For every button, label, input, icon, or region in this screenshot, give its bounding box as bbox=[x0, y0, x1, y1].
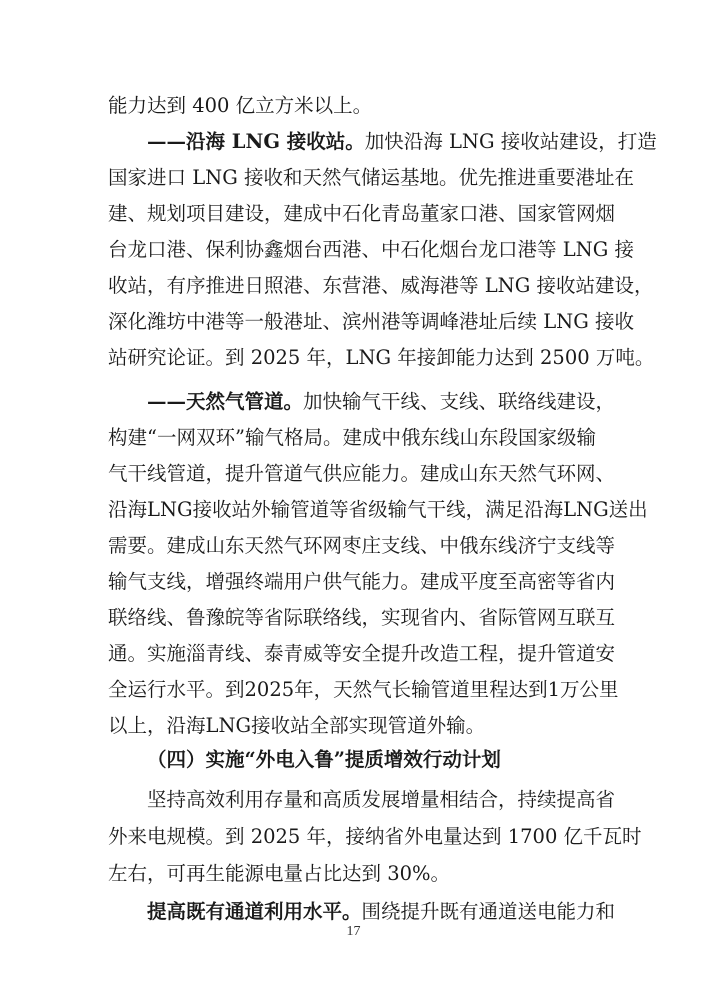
text-line: 气干线管道，提升管道气供应能力。建成山东天然气环网、 bbox=[108, 462, 616, 485]
text-run: 围绕提升既有通道送电能力和 bbox=[361, 900, 616, 923]
text-line: 全运行水平。到2025年，天然气长输管道里程达到1万公里 bbox=[108, 678, 619, 701]
text-line: 建、规划项目建设，建成中石化青岛董家口港、国家管网烟 bbox=[108, 202, 616, 225]
text-line: 国家进口 LNG 接收和天然气储运基地。优先推进重要港址在 bbox=[108, 166, 634, 189]
text-line: 收站，有序推进日照港、东营港、威海港等 LNG 接收站建设， bbox=[108, 274, 654, 297]
text-line: 深化潍坊中港等一般港址、滨州港等调峰港址后续 LNG 接收 bbox=[108, 310, 634, 333]
paragraph-heading: ——沿海 LNG 接收站。 bbox=[147, 130, 365, 153]
paragraph-first-line bbox=[147, 124, 657, 160]
text-line: 联络线、鲁豫皖等省际联络线，实现省内、省际管网互联互 bbox=[108, 606, 616, 629]
text-line: 以上，沿海LNG接收站全部实现管道外输。 bbox=[108, 714, 486, 737]
text-line: 输气支线，增强终端用户供气能力。建成平度至高密等省内 bbox=[108, 570, 616, 593]
text-line: 通。实施淄青线、泰青威等安全提升改造工程，提升管道安 bbox=[108, 642, 616, 665]
text-line: 台龙口港、保利协鑫烟台西港、中石化烟台龙口港等 LNG 接 bbox=[108, 238, 634, 261]
page-number: 17 bbox=[346, 924, 361, 939]
text-line: 需要。建成山东天然气环网枣庄支线、中俄东线济宁支线等 bbox=[108, 534, 616, 557]
text-line: 外来电规模。到 2025 年，接纳省外电量达到 1700 亿千瓦时 bbox=[108, 825, 642, 848]
section-heading: （四）实施“外电入鲁”提质增效行动计划 bbox=[147, 748, 501, 771]
paragraph-first-line: 坚持高效利用存量和高质发展增量相结合，持续提高省 bbox=[147, 788, 616, 811]
text-run: 加快沿海 LNG 接收站建设，打造 bbox=[364, 130, 657, 153]
text-line: 沿海LNG接收站外输管道等省级输气干线，满足沿海LNG送出 bbox=[108, 498, 648, 521]
paragraph-first-line bbox=[147, 384, 616, 420]
text-line: 能力达到 400 亿立方米以上。 bbox=[108, 94, 373, 117]
paragraph-heading: 提高既有通道利用水平。 bbox=[147, 900, 362, 923]
text-line: 站研究论证。到 2025 年，LNG 年接卸能力达到 2500 万吨。 bbox=[108, 346, 655, 369]
text-line: 左右，可再生能源电量占比达到 30%。 bbox=[108, 862, 451, 885]
text-run: 加快输气干线、支线、联络线建设， bbox=[303, 390, 616, 413]
text-line: 构建“一网双环”输气格局。建成中俄东线山东段国家级输 bbox=[108, 426, 596, 449]
paragraph-heading: ——天然气管道。 bbox=[147, 390, 304, 413]
